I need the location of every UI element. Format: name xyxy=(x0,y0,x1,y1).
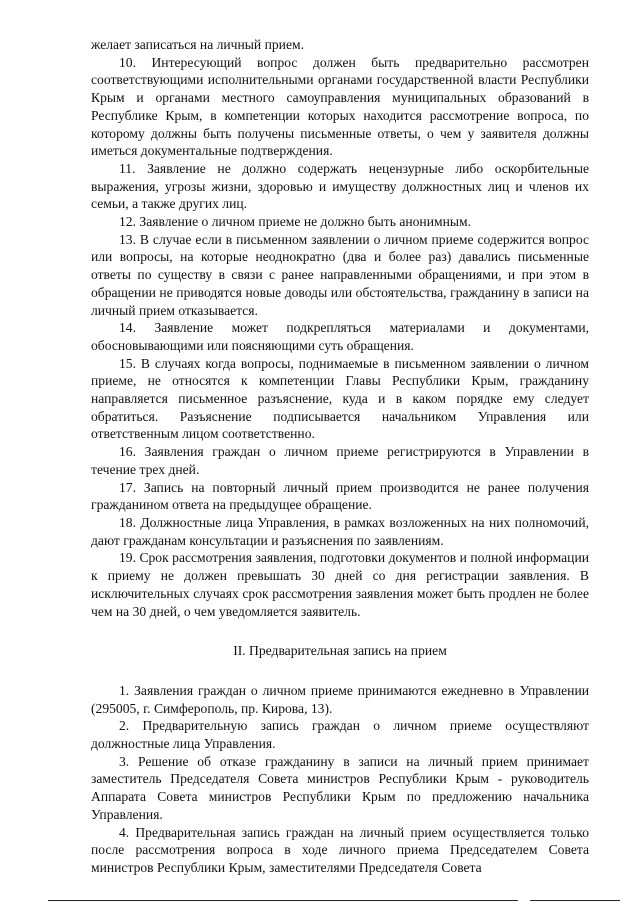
paragraph-item-15: 15. В случаях когда вопросы, поднимаемые в письменном заявлении о личном приеме, не относятся к компетенции Главы Республики Крым, гражданину направляется письменное разъяснение, куда и в каком порядке ему следует обратиться. Разъяснение подписывается начальником Управления или ответственным лицом соответственно. xyxy=(91,355,589,442)
document-body xyxy=(91,36,589,877)
section-heading: II. Предварительная запись на прием xyxy=(233,643,447,659)
paragraph-item-14: 14. Заявление может подкрепляться материалами и документами, обосновывающими или поясняющими суть обращения. xyxy=(91,320,589,353)
paragraph-item-13: 13. В случае если в письменном заявлении о личном приеме содержится вопрос или вопросы, на которые неоднократно (два и более раз) давались письменные ответы по существу в связи с ранее направленными обращениями, и при этом в обращении не приводятся новые доводы или обстоятельства, гражданину в записи на личный прием отказывается. xyxy=(91,231,589,318)
section-2-item-1: 1. Заявления граждан о личном приеме принимаются ежедневно в Управлении (295005, г. Симферополь, пр. Кирова, 13). xyxy=(91,682,589,716)
paragraph-item-17: 17. Запись на повторный личный прием производится не ранее получения гражданином ответа на предыдущее обращение. xyxy=(91,479,589,513)
paragraph-item-16: 16. Заявления граждан о личном приеме регистрируются в Управлении в течение трех дней. xyxy=(91,444,589,477)
paragraph-item-12: 12. Заявление о личном приеме не должно быть анонимным. xyxy=(119,214,471,230)
spacer xyxy=(91,660,589,682)
section-2-item-2: 2. Предварительную запись граждан о личном приеме осуществляют должностные лица Управления. xyxy=(91,718,589,752)
paragraph-continuation: желает записаться на личный прием. xyxy=(91,37,304,52)
paragraph-item-10: 10. Интересующий вопрос должен быть предварительно рассмотрен соответствующими исполнительными органами государственной власти Республики Крым и органами местного самоуправления муниципальных образований в Республике Крым, в компетенции которых находится рассмотрение вопроса, по которому должны быть получены письменные ответы, о чем у заявителя должны иметься документальные подтверждения. xyxy=(91,54,589,159)
section-2-item-3: 3. Решение об отказе гражданину в записи на личный прием принимает заместитель Председателя Совета министров Республики Крым - руководитель Аппарата Совета министров Республики Крым по предложению начальника Управления. xyxy=(91,753,589,822)
section-2-item-4: 4. Предварительная запись граждан на личный прием осуществляется только после рассмотрения вопроса в ходе личного приема Председателем Совета министров Республики Крым, заместителями Председателя Совета xyxy=(91,824,589,875)
paragraph-item-19: 19. Срок рассмотрения заявления, подготовки документов и полной информации к приему не должен превышать 30 дней со дня регистрации заявления. В исключительных случаях срок рассмотрения заявления может быть продлен не более чем на 30 дней, о чем уведомляется заявитель. xyxy=(91,550,589,619)
footer-divider xyxy=(48,900,518,901)
paragraph-item-18: 18. Должностные лица Управления, в рамках возложенных на них полномочий, дают гражданам консультации и разъяснения по заявлениям. xyxy=(91,514,589,548)
paragraph-item-11: 11. Заявление не должно содержать нецензурные либо оскорбительные выражения, угрозы жизни, здоровью и имуществу должностных лиц и членов их семьи, а также других лиц. xyxy=(91,160,589,212)
footer-divider xyxy=(530,900,620,901)
spacer xyxy=(91,620,589,642)
